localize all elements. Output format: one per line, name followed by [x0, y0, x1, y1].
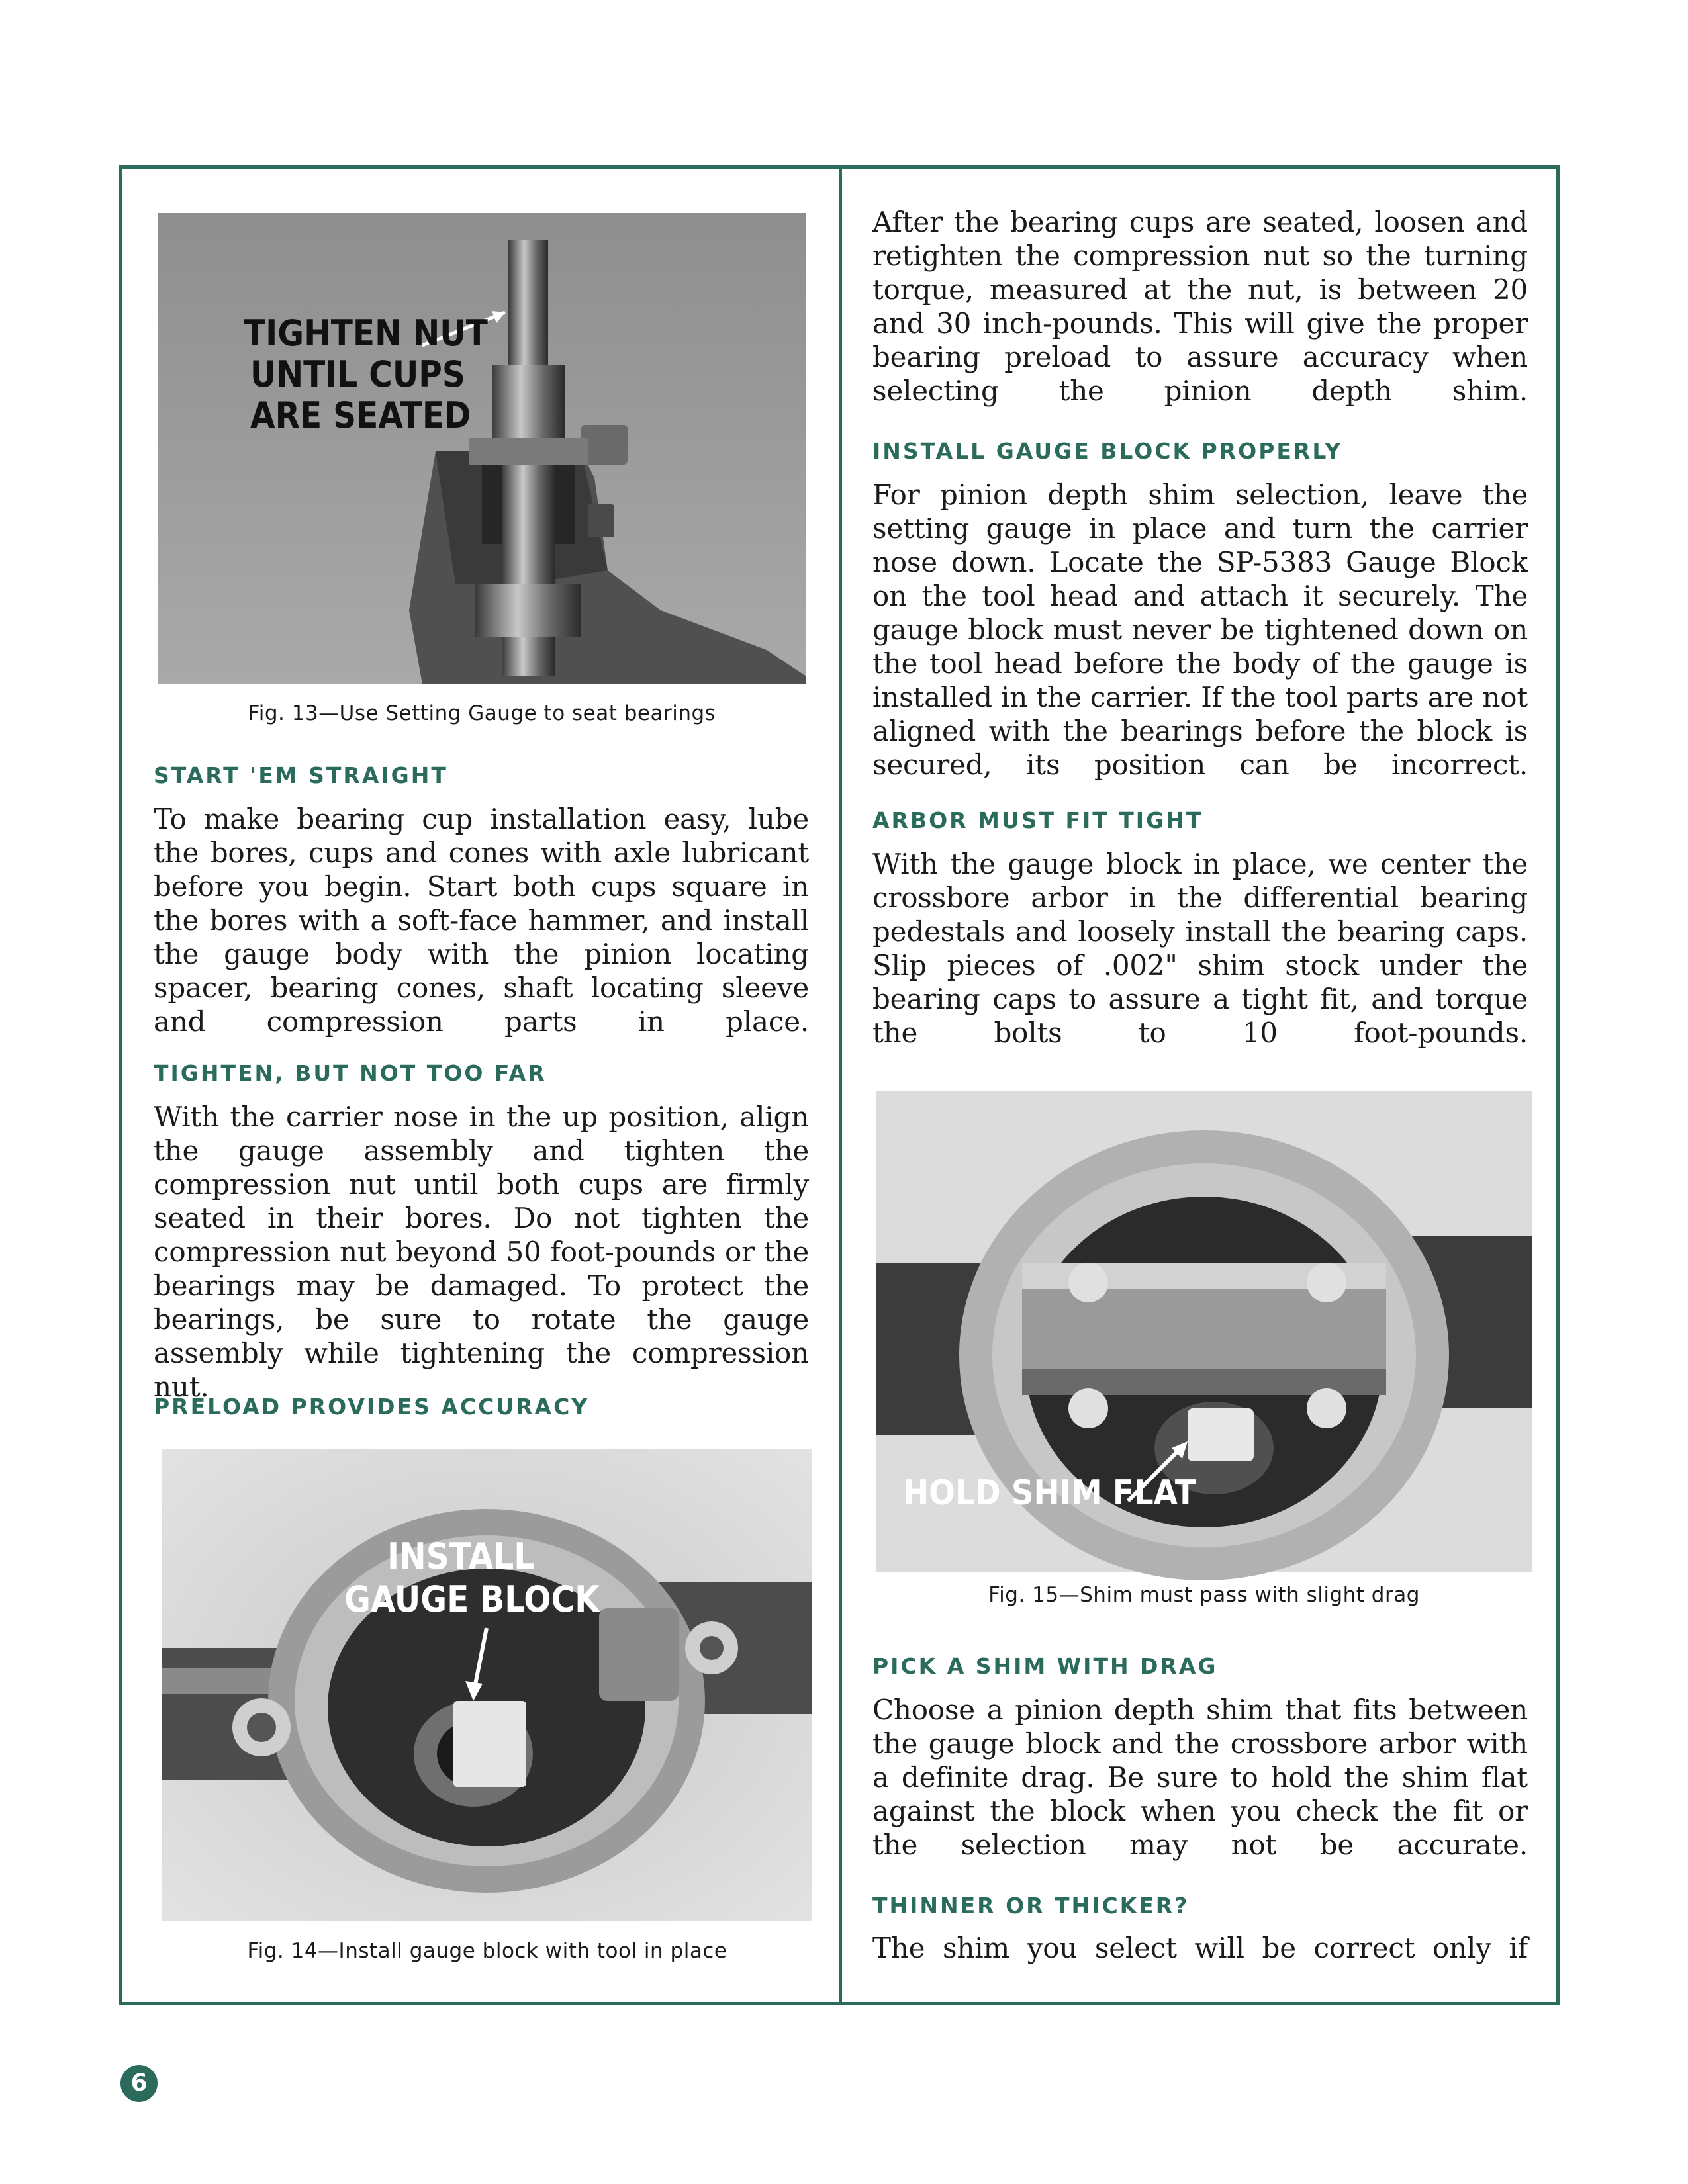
fig14-callout-line2: GAUGE BLOCK [344, 1578, 600, 1620]
para-intro: After the bearing cups are seated, loosen and retighten the compression nut so the turning torque, measured at the nut, is between 20 and 30 inch-pounds. This will give the proper bearing preload to assure accuracy when selecting the pinion depth shim. [872, 206, 1528, 407]
para-arbor-must-fit-tight: With the gauge block in place, we center the crossbore arbor in the differential bearing pedestals and loosely install the bearing caps. Slip pieces of .002" shim stock under the bearing caps to assure a tight fit, and torque the bolts to 10 foot-pounds. [872, 848, 1528, 1049]
heading-tighten-but-not-too-far: TIGHTEN, BUT NOT TOO FAR [154, 1060, 547, 1086]
heading-install-gauge-block: INSTALL GAUGE BLOCK PROPERLY [872, 438, 1343, 464]
para-thinner-or-thicker: The shim you select will be correct only if [872, 1932, 1528, 1964]
fig14-caption: Fig. 14—Install gauge block with tool in place [247, 1939, 727, 1963]
heading-preload-provides-accuracy: PRELOAD PROVIDES ACCURACY [154, 1394, 590, 1420]
fig14-callout-line1: INSTALL [387, 1535, 535, 1577]
para-start-em-straight: To make bearing cup installation easy, lube the bores, cups and cones with axle lubricant before you begin. Start both cups square in the bores with a soft-face hammer, and install the gauge body with the pinion locating spacer, bearing cones, shaft locating sleeve and compression parts in place. [154, 803, 809, 1038]
fig15-callout: HOLD SHIM FLAT [903, 1473, 1196, 1513]
fig13-callout-line2: UNTIL CUPS [250, 353, 465, 395]
para-pick-a-shim-with-drag: Choose a pinion depth shim that fits between the gauge block and the crossbore arbor with a definite drag. Be sure to hold the shim flat against the block when you check the fit or the selection may not be accurate. [872, 1694, 1528, 1861]
para-tighten-but-not-too-far: With the carrier nose in the up position, align the gauge assembly and tighten the compression nut until both cups are firmly seated in their bores. Do not tighten the compression nut beyond 50 foot-pounds or the bearings may be damaged. To protect the bearings, be sure to rotate the gauge assembly while tightening the compression nut. [154, 1101, 809, 1403]
fig15-caption: Fig. 15—Shim must pass with slight drag [988, 1583, 1420, 1607]
heading-thinner-or-thicker: THINNER OR THICKER? [872, 1893, 1190, 1919]
fig13-callout-line1: TIGHTEN NUT [244, 312, 488, 354]
heading-pick-a-shim-with-drag: PICK A SHIM WITH DRAG [872, 1653, 1218, 1679]
fig13-caption: Fig. 13—Use Setting Gauge to seat bearings [248, 702, 716, 725]
fig13-photo [158, 213, 806, 684]
fig13-callout-line3: ARE SEATED [250, 394, 471, 436]
page-number-badge: 6 [120, 2065, 158, 2102]
heading-start-em-straight: START 'EM STRAIGHT [154, 762, 448, 788]
fig15-photo [876, 1091, 1532, 1572]
fig14-photo [162, 1449, 812, 1921]
heading-arbor-must-fit-tight: ARBOR MUST FIT TIGHT [872, 807, 1203, 833]
column-divider [839, 165, 842, 2005]
para-install-gauge-block: For pinion depth shim selection, leave the setting gauge in place and turn the carrier nose down. Locate the SP-5383 Gauge Block on the tool head and attach it securely. The gauge block must never be tightened down on the tool head before the body of the gauge is installed in the carrier. If the tool parts are not aligned with the bearings before the block is secured, its position can be incorrect. [872, 478, 1528, 781]
